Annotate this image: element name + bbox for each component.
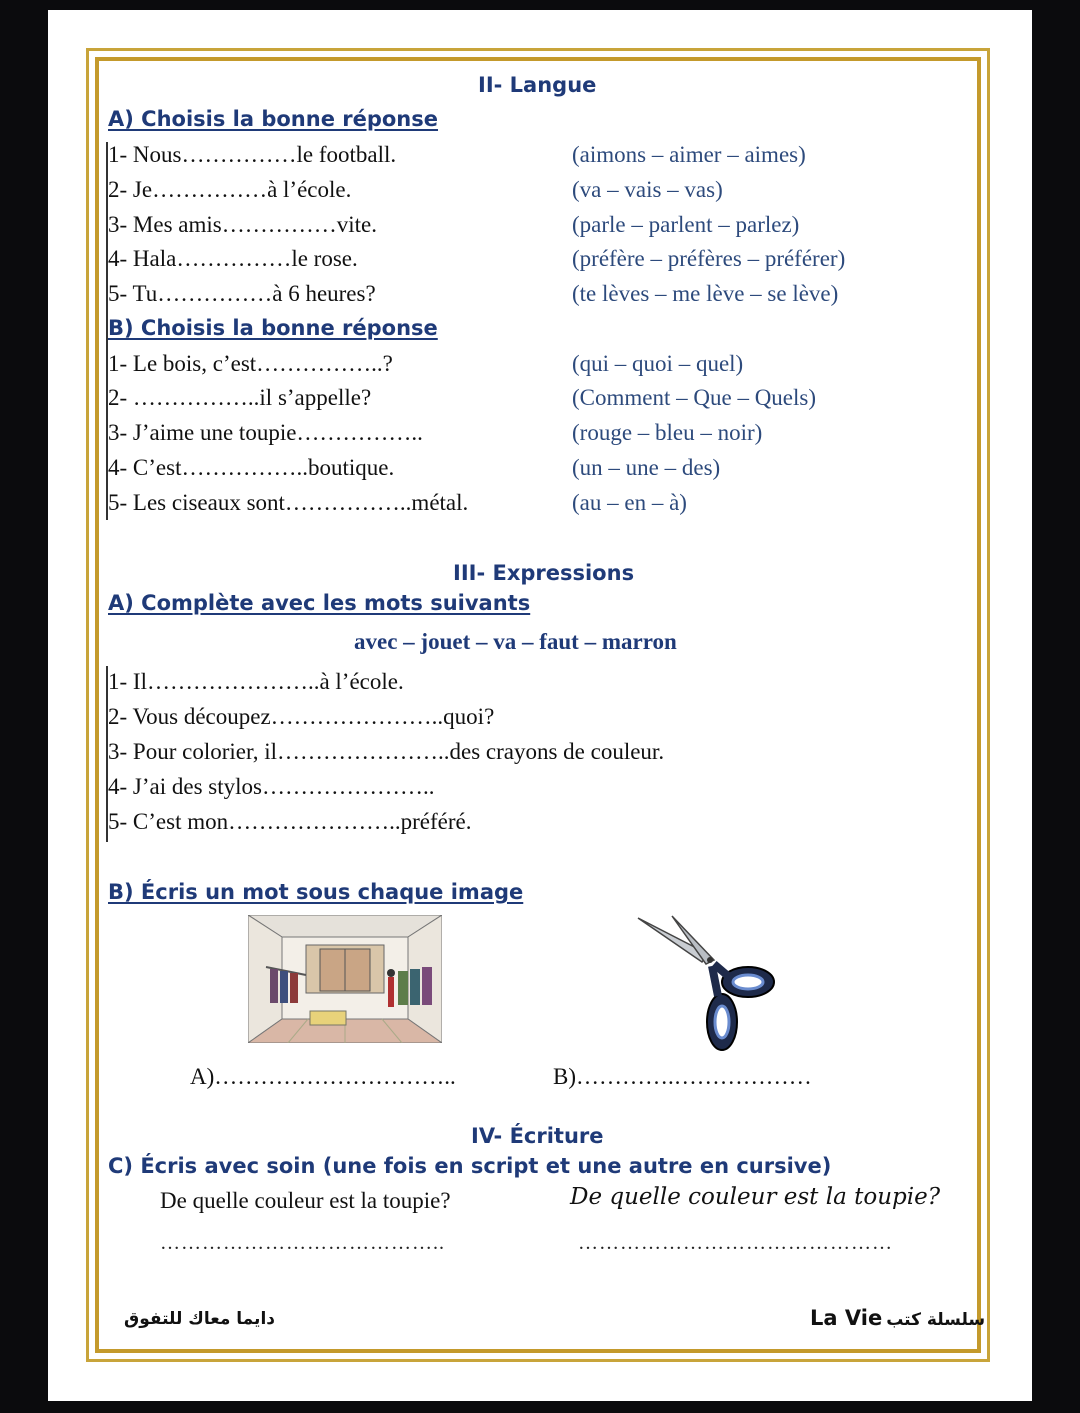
exercise-line: 3- Mes amis……………vite. — [108, 212, 377, 237]
footer-series-label: سلسلة كتب — [886, 1310, 986, 1330]
exercise-line: 2- ……………..il s’appelle? — [108, 385, 372, 410]
exercise-line: 1- Il…………………..à l’école. — [108, 669, 404, 694]
answer-options: (va – vais – vas) — [572, 177, 723, 202]
subsection-title: A) Complète avec les mots suivants — [108, 591, 531, 615]
section-title-langue: II- Langue — [478, 73, 597, 97]
exercise-line: 2- Vous découpez…………………..quoi? — [108, 704, 495, 729]
exercise-line: 5- Tu……………à 6 heures? — [108, 281, 376, 306]
script-writing-line: ………………………………….. — [160, 1232, 445, 1254]
exercise-line: 4- J’ai des stylos………………….. — [108, 774, 435, 799]
answer-options: (aimons – aimer – aimes) — [572, 142, 806, 167]
answer-options: (Comment – Que – Quels) — [572, 385, 817, 410]
section-title-ecriture: IV- Écriture — [471, 1124, 604, 1148]
subsection-title: B) Écris un mot sous chaque image — [108, 880, 524, 904]
exercise-line: 4- Hala……………le rose. — [108, 246, 358, 271]
exercise-line: 1- Nous……………le football. — [108, 142, 397, 167]
scissors-illustration — [632, 910, 792, 1058]
clothing-shop-illustration — [248, 915, 442, 1043]
word-bank: avec – jouet – va – faut – marron — [354, 629, 677, 654]
subsection-title: A) Choisis la bonne réponse — [108, 107, 439, 131]
exercise-line: 5- C’est mon…………………..préféré. — [108, 809, 472, 834]
image-answer-b: B)………….……………… — [553, 1064, 812, 1089]
exercise-line: 3- Pour colorier, il…………………..des crayons de couleur. — [108, 739, 665, 764]
answer-options: (préfère – préfères – préférer) — [572, 246, 846, 271]
answer-options: (parle – parlent – parlez) — [572, 212, 800, 237]
cursive-model-text: De quelle couleur est la toupie? — [570, 1184, 941, 1210]
subsection-title: B) Choisis la bonne réponse — [108, 316, 438, 340]
answer-options: (rouge – bleu – noir) — [572, 420, 763, 445]
cursive-writing-line: ……………………………………… — [578, 1232, 893, 1254]
footer-brand-name: La Vie — [810, 1306, 883, 1330]
section-title-expressions: III- Expressions — [453, 561, 635, 585]
exercise-line: 5- Les ciseaux sont……………..métal. — [108, 490, 469, 515]
footer-series-brand — [810, 1306, 985, 1330]
exercise-line: 2- Je……………à l’école. — [108, 177, 352, 202]
answer-options: (un – une – des) — [572, 455, 721, 480]
exercise-line: 3- J’aime une toupie…………….. — [108, 420, 423, 445]
image-answer-a: A)………………………….. — [190, 1064, 456, 1089]
answer-options: (te lèves – me lève – se lève) — [572, 281, 839, 306]
subsection-title: C) Écris avec soin (une fois en script et une autre en cursive) — [108, 1154, 832, 1178]
exercise-line: 1- Le bois, c’est……………..? — [108, 351, 393, 376]
answer-options: (au – en – à) — [572, 490, 687, 515]
script-model-text: De quelle couleur est la toupie? — [160, 1188, 451, 1213]
footer-slogan: دايما معاك للتفوق — [124, 1309, 275, 1329]
answer-options: (qui – quoi – quel) — [572, 351, 744, 376]
exercise-line: 4- C’est……………..boutique. — [108, 455, 395, 480]
